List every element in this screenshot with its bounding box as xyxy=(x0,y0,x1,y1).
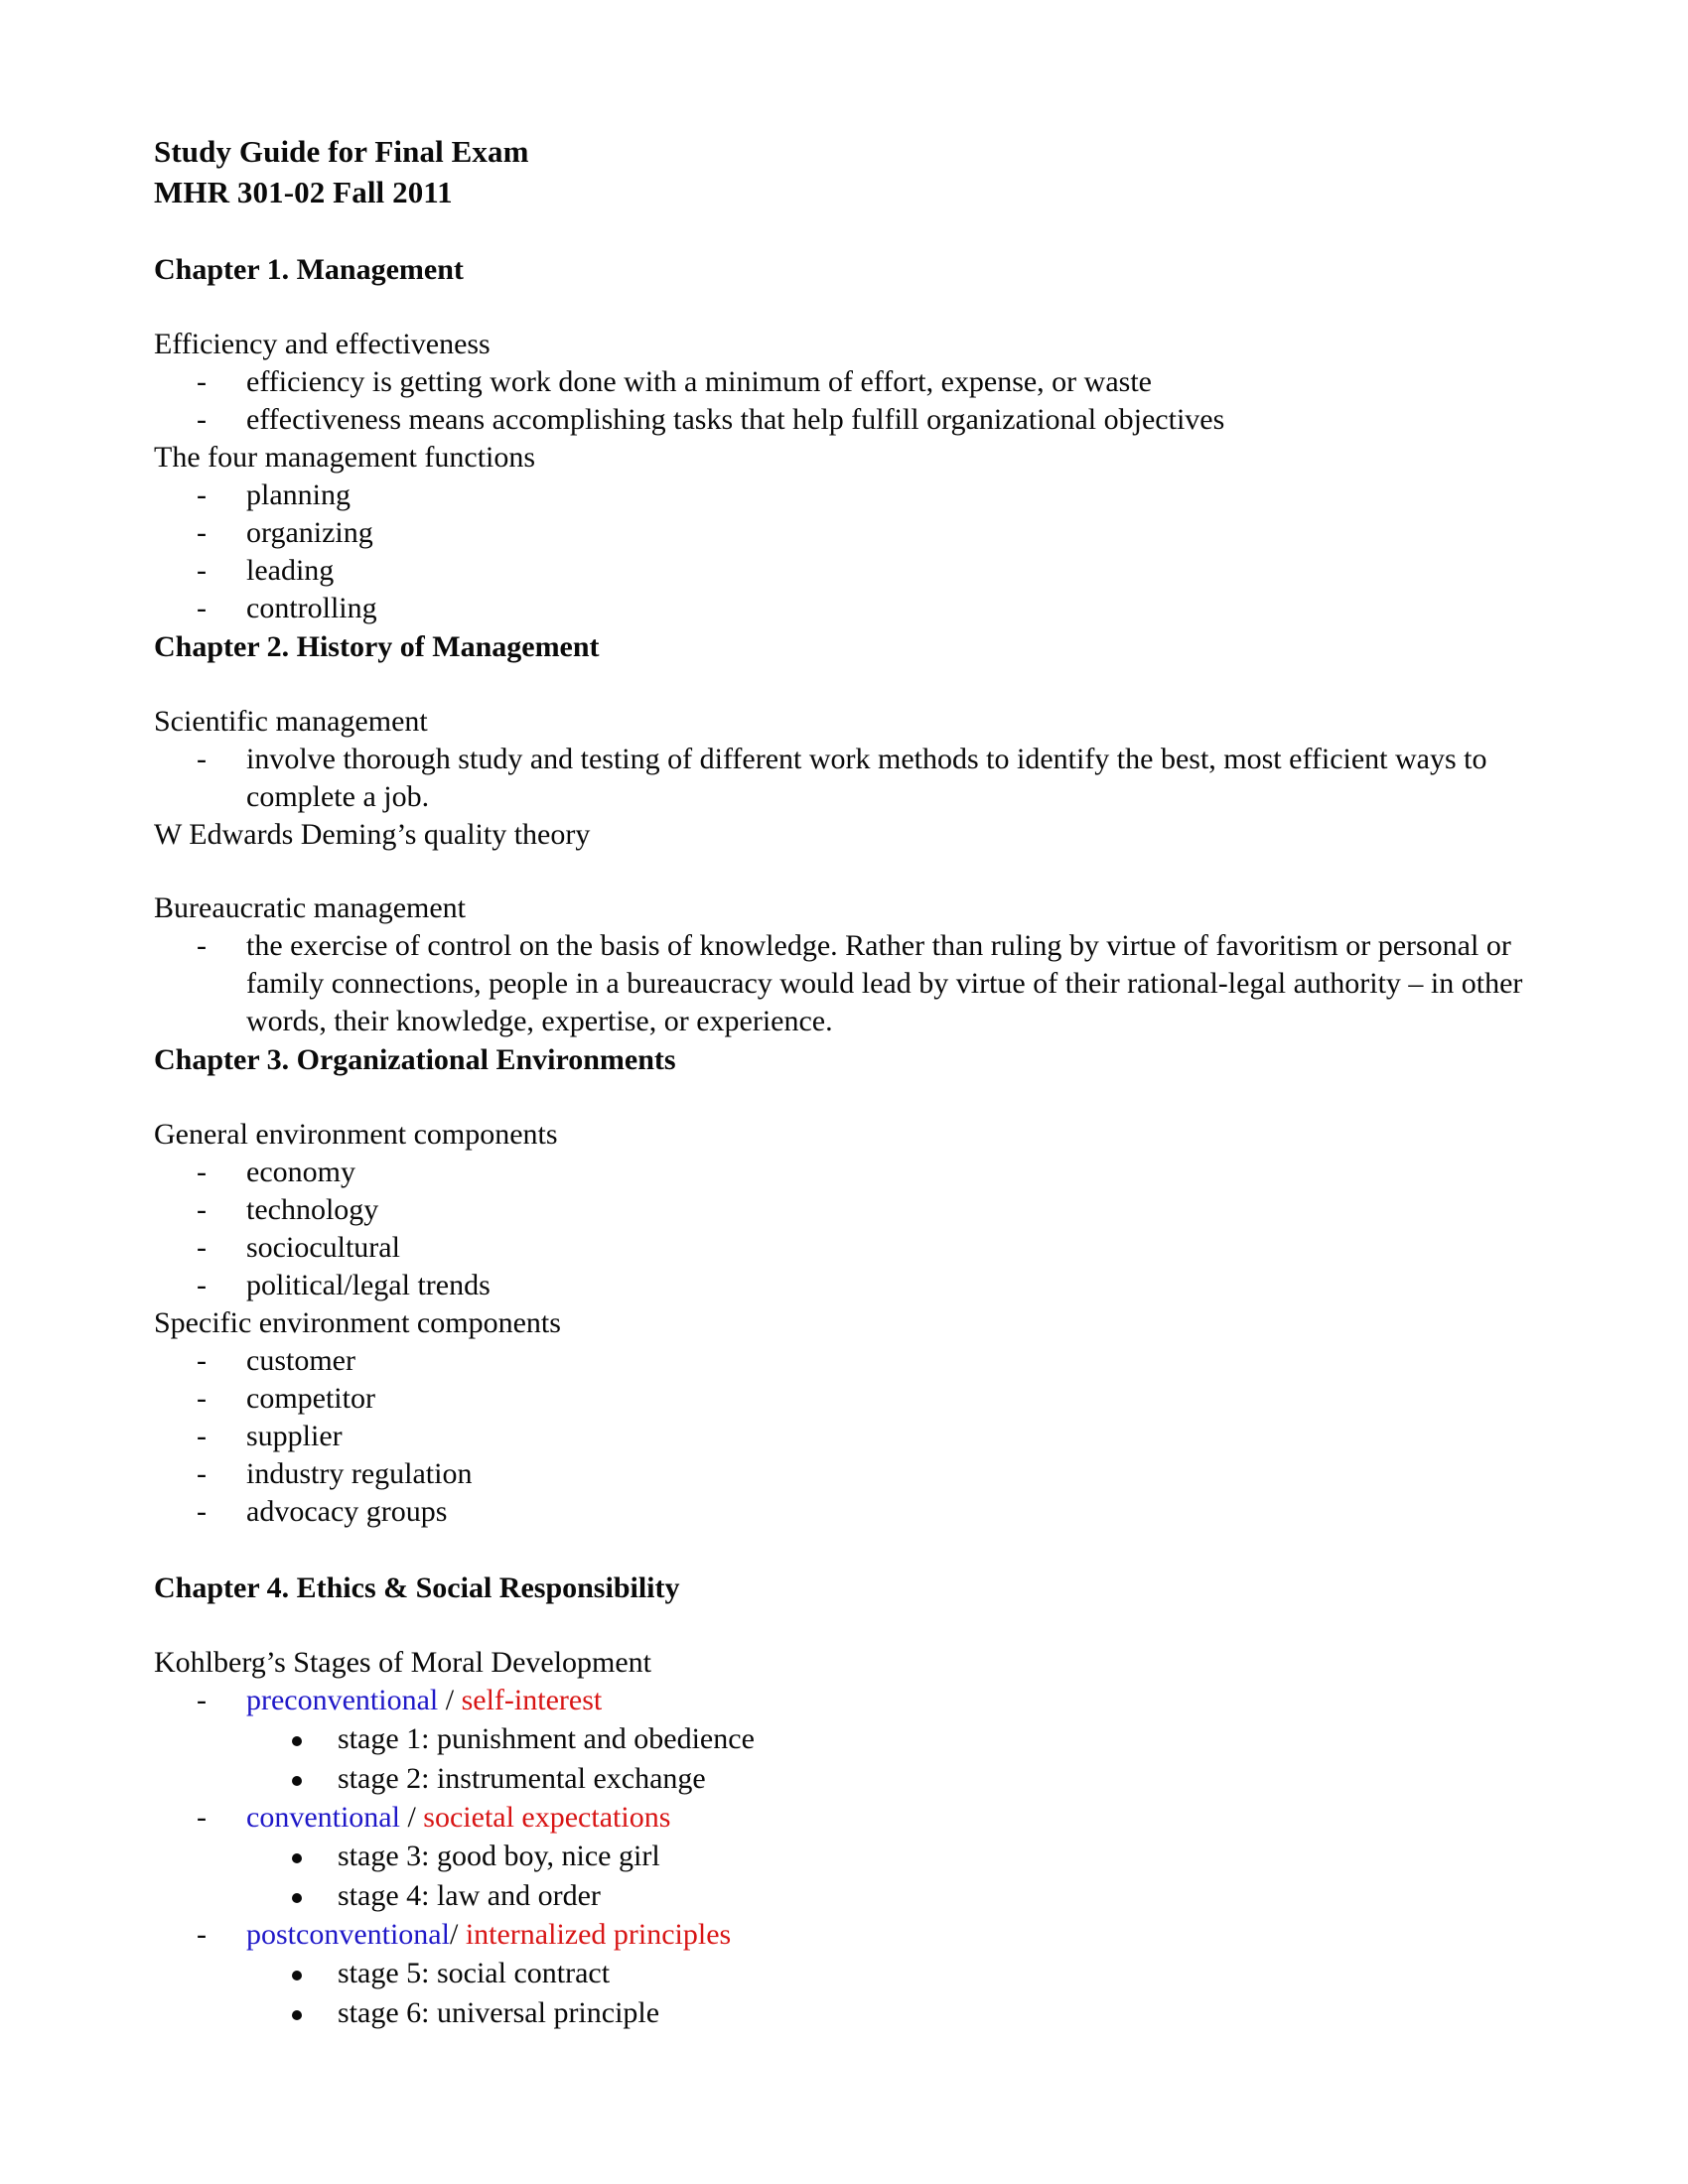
spacer xyxy=(154,1531,1539,1569)
spacer xyxy=(154,212,1539,250)
list-item: stage 2: instrumental exchange xyxy=(154,1759,1539,1799)
kohlberg-level-name: preconventional xyxy=(246,1684,439,1716)
list-kohlberg-levels xyxy=(154,1799,1539,1837)
list-item: - industry regulation xyxy=(154,1455,1539,1493)
list-bureaucratic-management xyxy=(154,927,1539,1040)
list-specific-environment xyxy=(154,1342,1539,1531)
list-kohlberg-stages xyxy=(154,1837,1539,1916)
document-title: Study Guide for Final Exam xyxy=(154,134,529,169)
title-block xyxy=(154,131,1539,212)
list-item: - efficiency is getting work done with a minimum of effort, expense, or waste xyxy=(154,363,1539,401)
list-item: - sociocultural xyxy=(154,1229,1539,1267)
chapter-2-heading: Chapter 2. History of Management xyxy=(154,630,600,663)
list-kohlberg-levels xyxy=(154,1916,1539,1954)
list-item: stage 6: universal principle xyxy=(154,1993,1539,2033)
list-item: - competitor xyxy=(154,1380,1539,1418)
list-item: - organizing xyxy=(154,514,1539,552)
kohlberg-level-gloss: internalized principles xyxy=(465,1918,732,1951)
kohlberg-level-name: postconventional xyxy=(246,1918,450,1951)
list-item: - supplier xyxy=(154,1418,1539,1455)
kohlberg-level-name: conventional xyxy=(246,1801,400,1834)
list-item: - political/legal trends xyxy=(154,1267,1539,1304)
list-kohlberg-levels xyxy=(154,1682,1539,1719)
spacer xyxy=(154,290,1539,326)
chapter-3-heading: Chapter 3. Organizational Environments xyxy=(154,1043,676,1076)
kohlberg-separator: / xyxy=(438,1684,462,1716)
kohlberg-separator: / xyxy=(449,1918,466,1951)
list-item: - advocacy groups xyxy=(154,1493,1539,1531)
kohlberg-level xyxy=(154,1682,1539,1719)
group-lead-specific-environment: Specific environment components xyxy=(154,1306,561,1339)
spacer xyxy=(154,667,1539,703)
list-scientific-management xyxy=(154,741,1539,816)
kohlberg-level-gloss: self-interest xyxy=(461,1684,603,1716)
group-lead-management-functions: The four management functions xyxy=(154,441,536,474)
kohlberg-level xyxy=(154,1916,1539,1954)
list-item: - controlling xyxy=(154,590,1539,627)
list-general-environment xyxy=(154,1154,1539,1304)
chapter-1-heading: Chapter 1. Management xyxy=(154,253,464,286)
kohlberg-level-gloss: societal expectations xyxy=(423,1801,671,1834)
list-item: - leading xyxy=(154,552,1539,590)
list-item: - technology xyxy=(154,1191,1539,1229)
group-lead-scientific-management: Scientific management xyxy=(154,705,428,738)
spacer xyxy=(154,1080,1539,1116)
list-item: - customer xyxy=(154,1342,1539,1380)
kohlberg-level xyxy=(154,1799,1539,1837)
list-item: - effectiveness means accomplishing tasks that help fulfill organizational objectives xyxy=(154,401,1539,439)
list-kohlberg-stages xyxy=(154,1719,1539,1799)
document-subtitle: MHR 301-02 Fall 2011 xyxy=(154,175,453,209)
list-item: - planning xyxy=(154,477,1539,514)
list-efficiency xyxy=(154,363,1539,439)
group-lead-bureaucratic-management: Bureaucratic management xyxy=(154,891,467,924)
list-item: stage 3: good boy, nice girl xyxy=(154,1837,1539,1876)
group-lead-deming: W Edwards Deming’s quality theory xyxy=(154,818,591,851)
list-management-functions xyxy=(154,477,1539,627)
spacer xyxy=(154,1608,1539,1644)
list-kohlberg-stages xyxy=(154,1954,1539,2033)
group-lead-efficiency: Efficiency and effectiveness xyxy=(154,328,491,360)
list-item: - involve thorough study and testing of different work methods to identify the best, most efficient ways to complete a job. xyxy=(154,741,1539,816)
spacer xyxy=(154,854,1539,889)
list-item: - the exercise of control on the basis of knowledge. Rather than ruling by virtue of favoritism or personal or family connections, people in a bureaucracy would lead by virtue of their rational-legal authority – in other words, their knowledge, expertise, or experience. xyxy=(154,927,1539,1040)
kohlberg-separator: / xyxy=(399,1801,424,1834)
list-item: stage 5: social contract xyxy=(154,1954,1539,1993)
document-body xyxy=(154,131,1539,2033)
list-item: stage 1: punishment and obedience xyxy=(154,1719,1539,1759)
chapter-4-heading: Chapter 4. Ethics & Social Responsibility xyxy=(154,1571,680,1604)
list-item: stage 4: law and order xyxy=(154,1876,1539,1916)
list-item: - economy xyxy=(154,1154,1539,1191)
group-lead-kohlberg: Kohlberg’s Stages of Moral Development xyxy=(154,1646,652,1679)
group-lead-general-environment: General environment components xyxy=(154,1118,558,1151)
